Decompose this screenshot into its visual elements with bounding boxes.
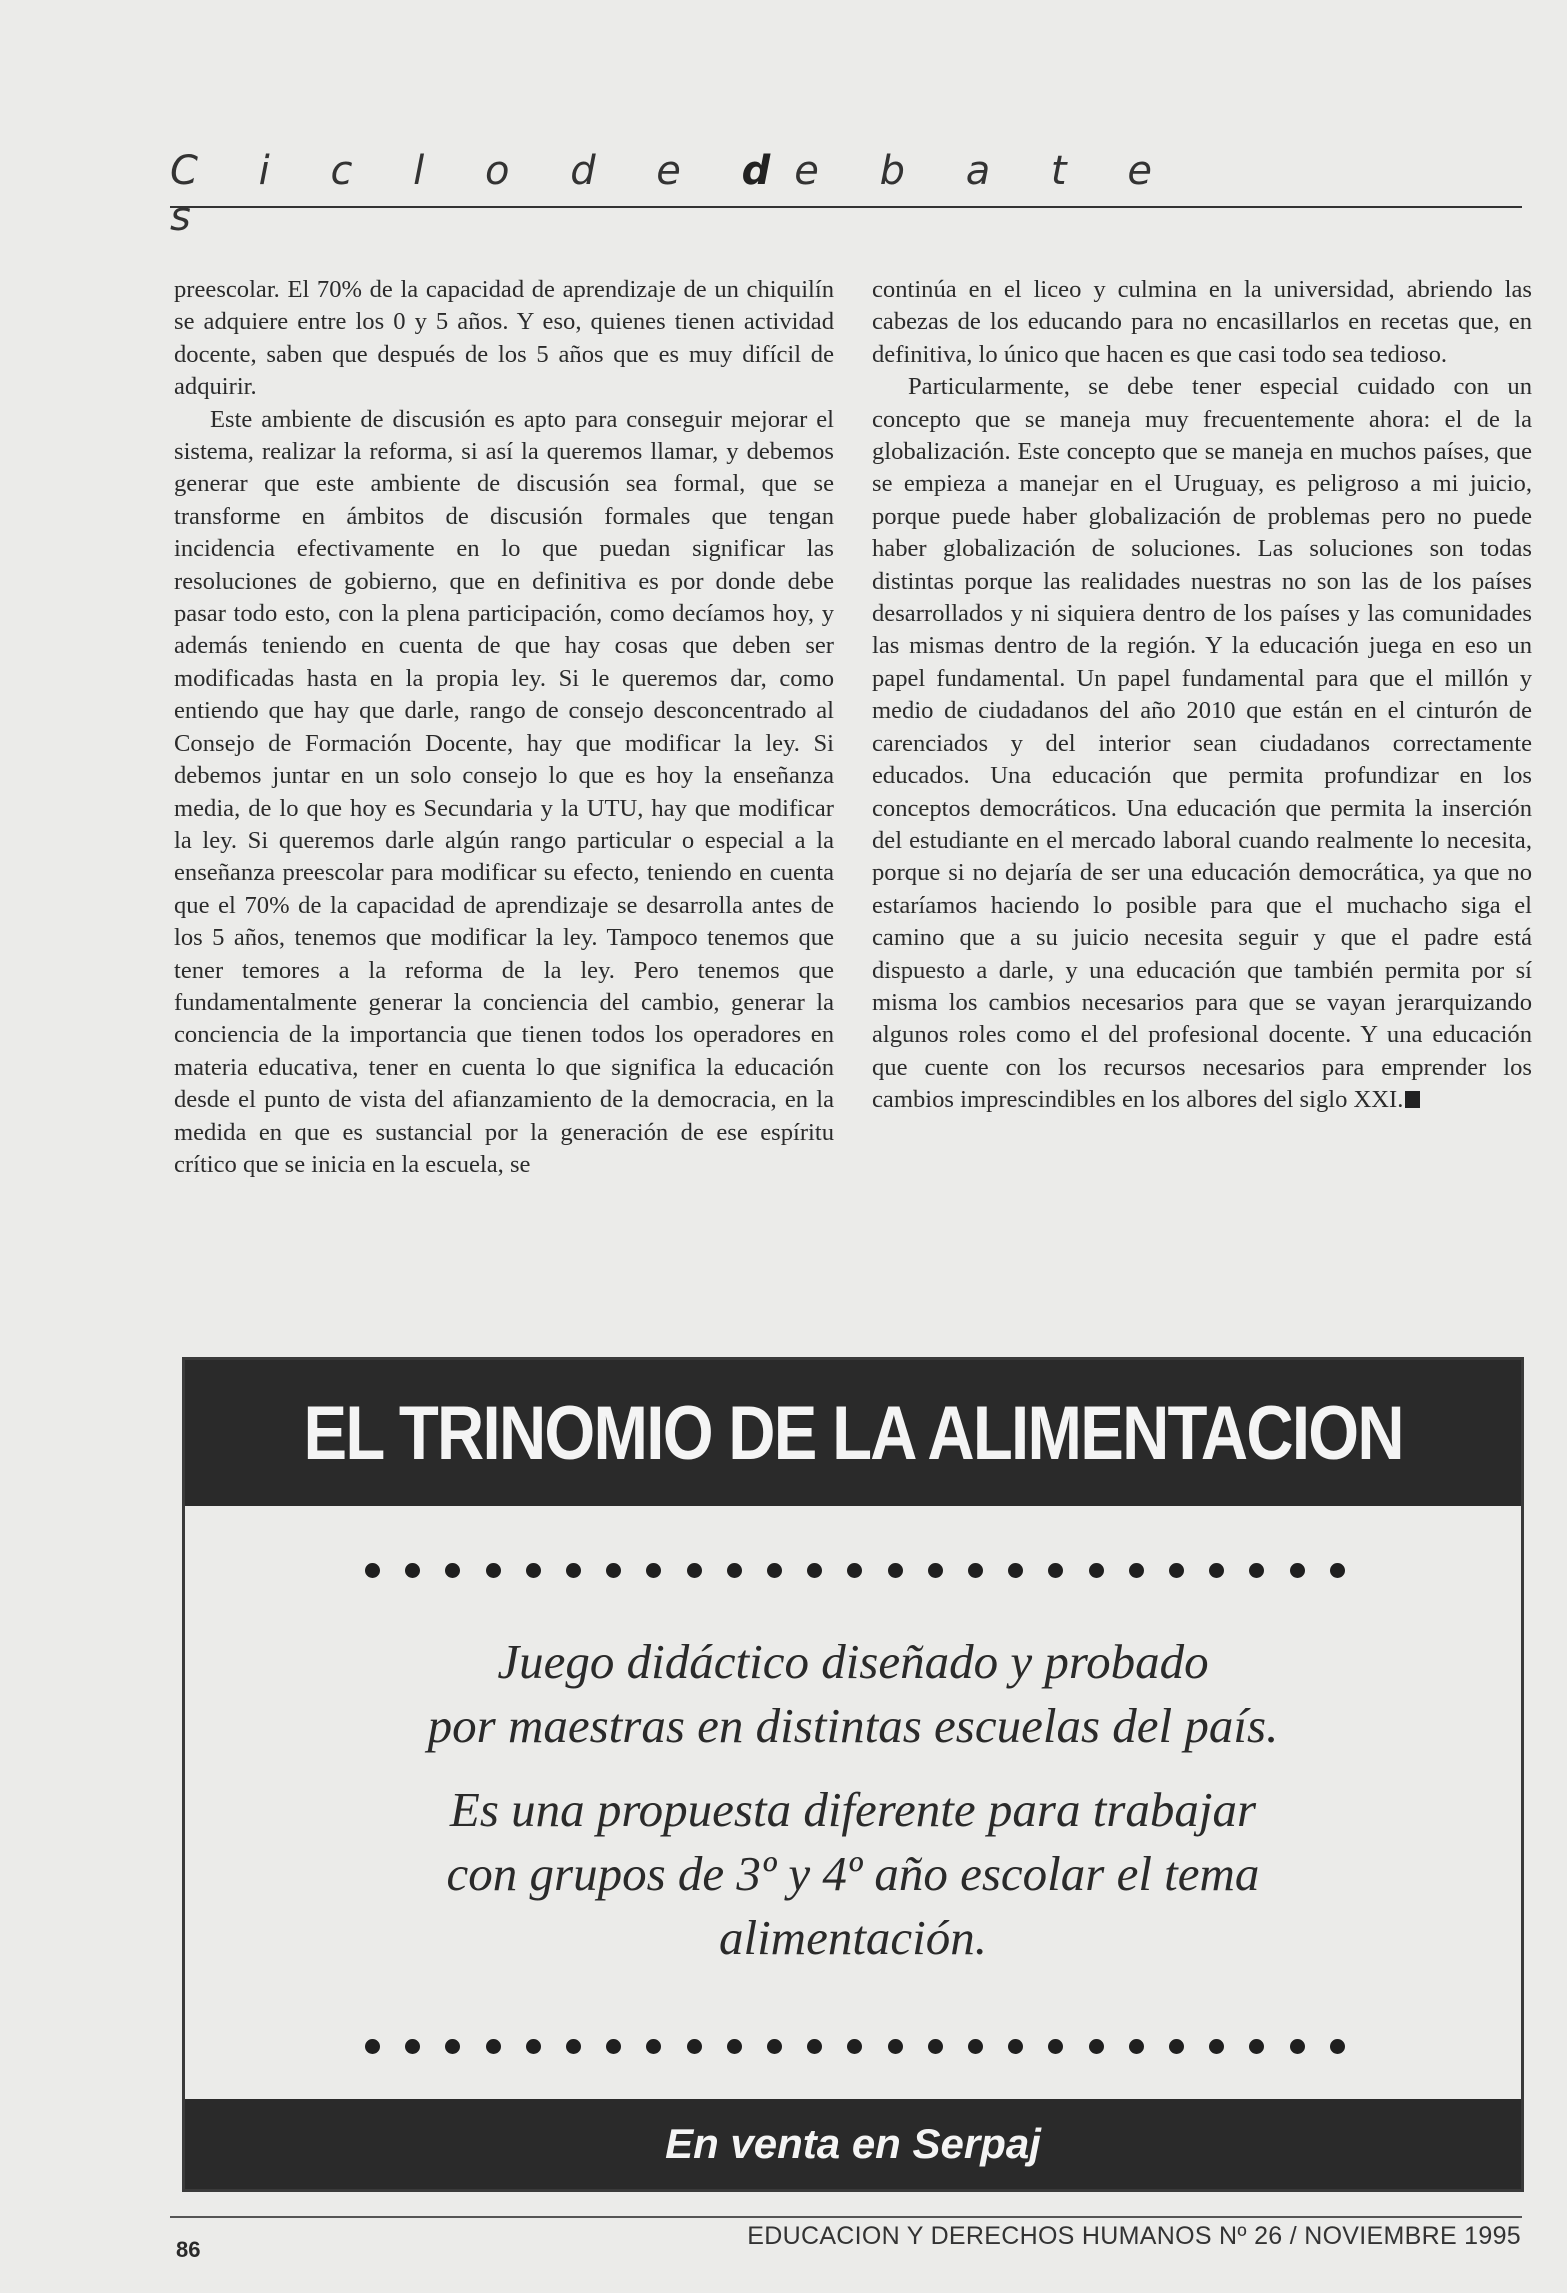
- page-number: 86: [176, 2237, 201, 2262]
- article-column-right: [872, 274, 1532, 1117]
- article-column-left: [174, 274, 834, 1181]
- ad-title: EL TRINOMIO DE LA ALIMENTACION: [303, 1390, 1403, 1476]
- ad-line: Es una propuesta diferente para trabajar: [449, 1782, 1257, 1837]
- ad-line: por maestras en distintas escuelas del país.: [427, 1698, 1279, 1753]
- article-paragraph-text: Particularmente, se debe tener especial cuidado con un concepto que se maneja muy frecuentemente ahora: el de la globalización. Este concepto que se maneja en muchos países, que se empieza a manejar en el Uruguay, es peligroso a mi juicio, porque puede haber globalización de problemas pero no puede haber globalización de soluciones. Las soluciones son todas distintas porque las realidades nuestras no son las de los países desarrollados y ni siquiera dentro de los países y las comunidades las mismas dentro de la región. Y la educación juega en eso un papel fundamental. Un papel fundamental para que el millón y medio de ciudadanos del año 2010 que están en el cinturón de carenciados y del interior sean ciudadanos correctamente educados. Una educación que permita profundizar en los conceptos democráticos. Una educación que permita la inserción del estudiante en el mercado laboral cuando realmente lo necesita, porque si no dejaría de ser una educación democrática, ya que no estaríamos haciendo lo posible para que el muchacho siga el camino que a su juicio necesita seguir y que el padre está dispuesto a darle, y una educación que también permita por sí misma los cambios necesarios para que se vayan jerarquizando algunos roles como el del profesional docente. Y una educación que cuente con los recursos necesarios para emprender los cambios imprescindibles en los albores del siglo XXI.: [872, 373, 1532, 1114]
- article-paragraph: preescolar. El 70% de la capacidad de aprendizaje de un chiquilín se adquiere entre los 0 y 5 años. Y eso, quienes tienen actividad docente, saben que después de los 5 años que es muy difícil de adquirir.: [174, 276, 834, 401]
- ad-intro-text: [185, 1630, 1521, 1758]
- advertisement-box: [182, 1357, 1524, 2192]
- dot-divider-bottom: [365, 2039, 1345, 2054]
- ad-line: alimentación.: [718, 1910, 988, 1965]
- article-paragraph: continúa en el liceo y culmina en la universidad, abriendo las cabezas de los educando para no encasillarlos en recetas que, en definitiva, lo único que hacen es que casi todo sea tedioso.: [872, 276, 1532, 368]
- journal-footer: EDUCACION Y DERECHOS HUMANOS Nº 26 / NOVIEMBRE 1995: [747, 2222, 1521, 2250]
- footer-rule: [170, 2216, 1522, 2218]
- article-paragraph-final: [872, 371, 1532, 1116]
- ad-description-text: [185, 1778, 1521, 1970]
- section-title: [170, 148, 1202, 240]
- ad-line: Juego didáctico diseñado y probado: [497, 1634, 1209, 1689]
- section-title-part3: e b a t e s: [170, 148, 1176, 240]
- end-of-article-mark: [1405, 1091, 1420, 1108]
- section-title-part1: C i c l o d e: [170, 148, 742, 194]
- ad-footer-text: En venta en Serpaj: [665, 2120, 1041, 2167]
- ad-title-banner: [185, 1360, 1521, 1506]
- dot-divider-top: [365, 1563, 1345, 1578]
- section-header: [170, 148, 1522, 240]
- ad-footer-banner: [185, 2099, 1521, 2189]
- article-paragraph: Este ambiente de discusión es apto para conseguir mejorar el sistema, realizar la reforma, si así la queremos llamar, y debemos generar que este ambiente de discusión sea formal, que se transforme en ámbitos de discusión formales que tengan incidencia efectivamente en lo que puedan significar las resoluciones de gobierno, que en definitiva es por donde debe pasar todo esto, con la plena participación, como decíamos hoy, y además teniendo en cuenta de que hay cosas que deben ser modificadas hasta en la propia ley. Si le queremos dar, como entiendo que hay que darle, rango de consejo desconcentrado al Consejo de Formación Docente, hay que modificar la ley. Si debemos juntar en un solo consejo lo que es hoy la enseñanza media, de lo que hoy es Secundaria y la UTU, hay que modificar la ley. Si queremos darle algún rango particular o especial a la enseñanza preescolar para modificar su efecto, teniendo en cuenta que el 70% de la capacidad de aprendizaje se desarrolla antes de los 5 años, tenemos que modificar la ley. Tampoco tenemos que tener temores a la reforma de la ley. Pero tenemos que fundamentalmente generar la conciencia del cambio, generar la conciencia de la importancia que tienen todos los operadores en materia educativa, tener en cuenta lo que significa la educación desde el punto de vista del afianzamiento de la democracia, en la medida en que es sustancial por la generación de ese espíritu crítico que se inicia en la escuela, se: [174, 405, 834, 1178]
- section-title-part2: d: [741, 148, 795, 194]
- ad-line: con grupos de 3º y 4º año escolar el tema: [446, 1846, 1260, 1901]
